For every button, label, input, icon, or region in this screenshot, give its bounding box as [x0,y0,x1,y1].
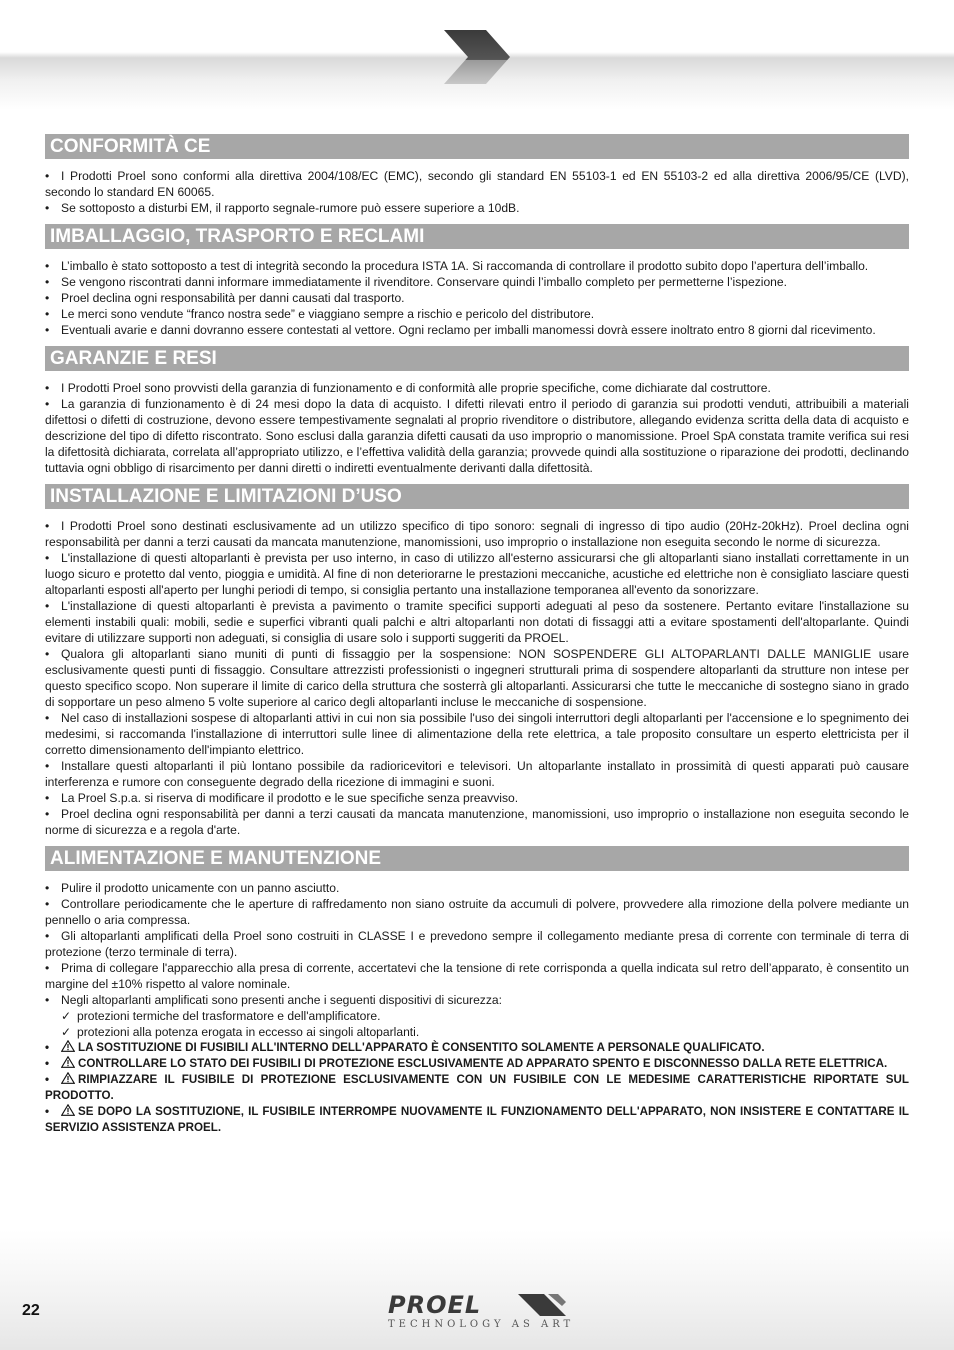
list-item: • Nel caso di installazioni sospese di altoparlanti attivi in cui non sia possibile l'uso dei singoli interruttori degli altoparlanti per l'accensione e lo spegnimento dei medesimi, si raccomanda l'installazione di interruttori sulle linee di alimentazione della rete elettrica, a tale proposito consultare un esperto elettricista per il corretto dimensionamento dell'impianto elettrico. [45,711,909,757]
checkmark-icon: ✓ [61,1025,72,1039]
section-title: IMBALLAGGIO, TRASPORTO E RECLAMI [45,224,909,249]
footer-band [0,1230,954,1350]
list-item: • Gli altoparlanti amplificati della Proel sono costruiti in CLASSE I e prevedono sempre il collegamento mediante presa di corrente con terminale di terra di protezione (terzo terminale di terra). [45,929,909,959]
list-item: • L’imballo è stato sottoposto a test di integrità secondo la procedura ISTA 1A. Si raccomanda di controllare il prodotto subito dopo l’apertura dell’imballo. [45,259,869,273]
section-imballaggio [45,224,909,338]
section-alimentazione [45,846,909,1136]
chevron-right-icon [444,30,510,84]
warning-item: • LA SOSTITUZIONE DI FUSIBILI ALL'INTERNO DELL'APPARATO È CONSENTITO SOLAMENTE A PERSONALE QUALIFICATO. [45,1041,765,1054]
list-item: • Eventuali avarie e danni dovranno essere contestati al vettore. Ogni reclamo per imballi manomessi dovrà essere inoltrato entro 8 giorni dal ricevimento. [45,323,876,337]
section-garanzie [45,346,909,476]
list-item: • Proel declina ogni responsabilità per danni causati dal trasporto. [45,291,405,305]
warning-item: • SE DOPO LA SOSTITUZIONE, IL FUSIBILE INTERROMPE NUOVAMENTE IL FUNZIONAMENTO DELL'APPARATO, NON INSISTERE E CONTATTARE IL SERVIZIO ASSISTENZA PROEL. [45,1105,909,1134]
list-item: • La garanzia di funzionamento è di 24 mesi dopo la data di acquisto. I difetti rilevati entro il periodo di garanzia sui prodotti venduti, attribuibili a materiali difettosi o difetti di costruzione, devono essere tempestivamente segnalati al proprio rivenditore o distributore, allegando evidenza scritta della data di acquisto e descrizione del tipo di difetto riscontrato. Sono esclusi dalla garanzia difetti causati da uso improprio o manomissione. Proel SpA constata tramite verifica sui resi la difettosità dichiarata, correlata all’appropriato utilizzo, e l’effettiva validità della garanzia; provvede quindi alla sostituzione o riparazione dei prodotti, declinando tuttavia ogni obbligo di risarcimento per danni diretti o indiretti eventualmente derivanti dalla difettosità. [45,397,909,475]
list-item: • Qualora gli altoparlanti siano muniti di punti di fissaggio per la sospensione: NON SOSPENDERE GLI ALTOPARLANTI DALLE MANIGLIE usare esclusivamente questi punti di fissaggio. Consultare attrezzisti professionisti o ingegneri strutturali prima di sospendere altoparlanti da strutture non intese per questo specifico scopo. Non superare il limite di carico della struttura che sosterrà gli altoparlanti. Assicurarsi che tutte le meccaniche di sostegno siano in grado di sopportare un peso almeno 5 volte superiore al carico degli altoparlanti incluse le meccaniche di sospensione. [45,647,909,709]
list-item: • La Proel S.p.a. si riserva di modificare il prodotto e le sue specifiche senza preavviso. [45,791,519,805]
warning-triangle-icon [61,1104,75,1116]
warning-triangle-icon [61,1040,75,1052]
section-title: CONFORMITÀ CE [45,134,909,159]
list-item: • Se vengono riscontrati danni informare immediatamente il rivenditore. Conservare quindi l’imballo completo per permetterne l’ispezione. [45,275,787,289]
logo-tagline: TECHNOLOGY AS ART [388,1319,575,1330]
list-item: • Pulire il prodotto unicamente con un panno asciutto. [45,881,340,895]
list-item: • Negli altoparlanti amplificati sono presenti anche i seguenti dispositivi di sicurezza: [45,993,502,1007]
list-item: • L'installazione di questi altoparlanti è prevista a pavimento o tramite specifici supporti adeguati al peso da sostenere. Pertanto evitare l'installazione su elementi instabili quali: mobili, sedie e superfici vibranti quali palchi e altri altoparlanti non dotati di fissaggi atti a evitare spostamenti dell'altoparlante. Quindi evitare di utilizzare supporti non adeguati, si consiglia di usare solo i supporti suggeriti da PROEL. [45,599,909,645]
warning-triangle-icon [61,1056,75,1068]
list-item: • Prima di collegare l'apparecchio alla presa di corrente, accertatevi che la tensione di rete corrisponda a quella indicata sul retro dell’apparato, è consentito un margine del ±10% rispetto al valore nominale. [45,961,909,991]
list-item: • L'installazione di questi altoparlanti è prevista per uso interno, in caso di utilizzo all'esterno assicurarsi che gli altoparlanti siano installati correttamente in un luogo sicuro e protetto dal vento, pioggia e umidità. Al fine di non deteriorarne le prestazioni meccaniche, acustiche ed elettriche non è consigliato lasciare questi altoparlanti esposti all'aperto per lunghi periodi di tempo, si consiglia pertanto una installazione temporanea all'evento da sonorizzare. [45,551,909,597]
list-item: • Le merci sono vendute “franco nostra sede” e viaggiano sempre a rischio e pericolo del distributore. [45,307,595,321]
list-item: • Proel declina ogni responsabilità per danni a terzi causati da mancata manutenzione, manomissioni, uso improprio o installazione non eseguita secondo le norme di sicurezza e a regola d'arte. [45,807,909,837]
section-title: INSTALLAZIONE E LIMITAZIONI D’USO [45,484,909,509]
list-item: • I Prodotti Proel sono destinati esclusivamente ad un utilizzo specifico di tipo sonoro: segnali di ingresso di tipo audio (20Hz-20kHz). Proel declina ogni responsabilità per danni a terzi causati da mancata manutenzione, manomissioni, uso improprio o installazione non eseguita secondo le norme di sicurezza. [45,519,909,549]
warning-item: • RIMPIAZZARE IL FUSIBILE DI PROTEZIONE ESCLUSIVAMENTE CON UN FUSIBILE CON LE MEDESIME CARATTERISTICHE RIPORTATE SUL PRODOTTO. [45,1073,909,1102]
warning-item: • CONTROLLARE LO STATO DEI FUSIBILI DI PROTEZIONE ESCLUSIVAMENTE AD APPARATO SPENTO E DISCONNESSO DALLA RETE ELETTRICA. [45,1057,888,1070]
list-item: • I Prodotti Proel sono provvisti della garanzia di funzionamento e di conformità alle proprie specifiche, come dichiarate dal costruttore. [45,381,771,395]
list-item: • Installare questi altoparlanti il più lontano possibile da radioricevitori e televisori. Un altoparlante installato in prossimità di questi apparati può causare interferenza e rumore con conseguente degrado della ricezione di immagini e suoni. [45,759,909,789]
document-body [45,134,909,1144]
checkmark-icon: ✓ [61,1009,72,1023]
list-item: • Controllare periodicamente che le aperture di raffredamento non siano ostruite da accumuli di polvere, provvedere alla rimozione della polvere mediante un pennello o aria compressa. [45,897,909,927]
warning-triangle-icon [61,1072,75,1084]
check-list-item: ✓ protezioni termiche del trasformatore e dell'amplificatore. [61,1009,381,1023]
section-title: ALIMENTAZIONE E MANUTENZIONE [45,846,909,871]
proel-logo [388,1291,575,1332]
logo-wordmark: PROEL [388,1291,482,1319]
logo-arrow-icon [518,1294,566,1316]
list-item: • I Prodotti Proel sono conformi alla direttiva 2004/108/EC (EMC), secondo gli standard EN 55103-1 ed EN 55103-2 ed alla direttiva 2006/95/CE (LVD), secondo lo standard EN 60065. [45,169,909,199]
page-number: 22 [22,1302,40,1319]
section-installazione [45,484,909,838]
list-item: • Se sottoposto a disturbi EM, il rapporto segnale-rumore può essere superiore a 10dB. [45,201,520,215]
section-title: GARANZIE E RESI [45,346,909,371]
section-conformita-ce [45,134,909,216]
check-list-item: ✓ protezioni alla potenza erogata in eccesso ai singoli altoparlanti. [61,1025,420,1039]
